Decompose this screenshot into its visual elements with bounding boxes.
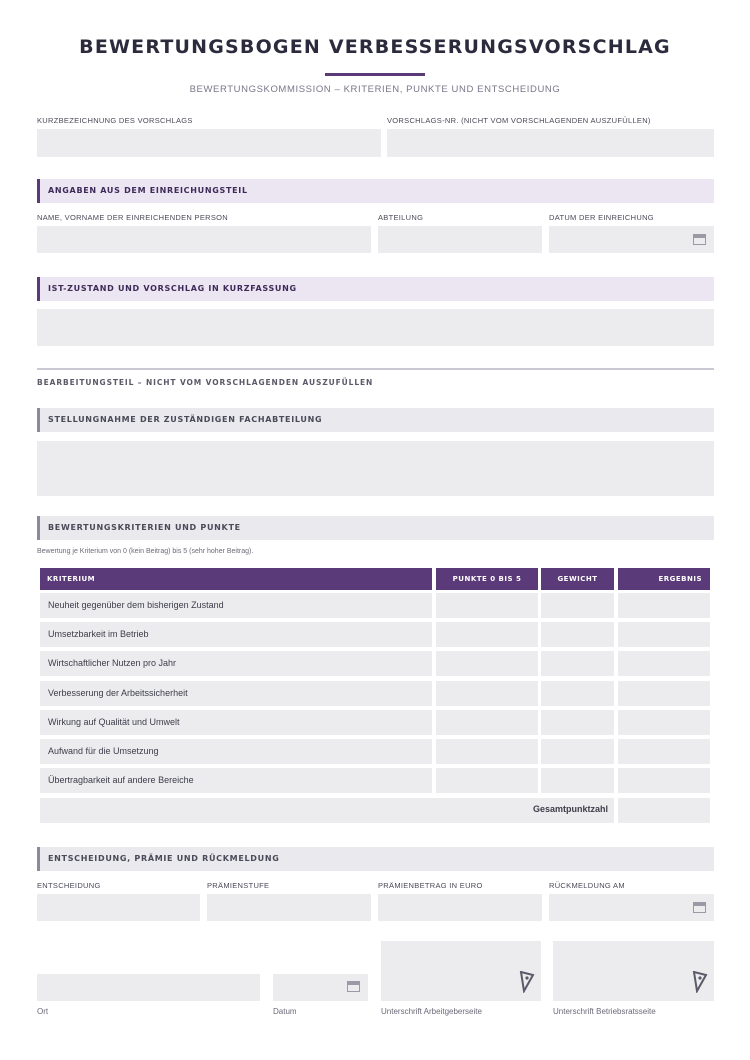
divider — [37, 368, 714, 370]
section-summary: IST-ZUSTAND UND VORSCHLAG IN KURZFASSUNG — [37, 277, 714, 301]
proposal-number-field[interactable] — [387, 129, 714, 157]
result-field[interactable] — [618, 622, 710, 647]
result-field[interactable] — [618, 651, 710, 676]
weight-field[interactable] — [541, 768, 614, 793]
name-field[interactable] — [37, 226, 371, 253]
premium-amount-field[interactable] — [378, 894, 542, 921]
signature-date-label: Datum — [273, 1007, 297, 1016]
department-field[interactable] — [378, 226, 542, 253]
summary-field[interactable] — [37, 309, 714, 346]
weight-field[interactable] — [541, 593, 614, 618]
pen-icon — [692, 971, 708, 993]
section-decision: ENTSCHEIDUNG, PRÄMIE UND RÜCKMELDUNG — [37, 847, 714, 871]
column-header-criterion: KRITERIUM — [40, 568, 432, 590]
short-name-field[interactable] — [37, 129, 381, 157]
result-field[interactable] — [618, 681, 710, 706]
points-field[interactable] — [436, 681, 538, 706]
result-field[interactable] — [618, 739, 710, 764]
feedback-date-field[interactable] — [549, 894, 714, 921]
council-signature-field[interactable] — [553, 941, 714, 1001]
place-label: Ort — [37, 1007, 49, 1016]
points-field[interactable] — [436, 768, 538, 793]
points-field[interactable] — [436, 651, 538, 676]
criterion-label: Wirkung auf Qualität und Umwelt — [48, 717, 180, 727]
council-signature-label: Unterschrift Betriebsratsseite — [553, 1007, 656, 1016]
points-field[interactable] — [436, 593, 538, 618]
calendar-icon[interactable] — [693, 234, 706, 245]
criterion-label: Neuheit gegenüber dem bisherigen Zustand — [48, 600, 224, 610]
premium-amount-label: PRÄMIENBETRAG IN EURO — [378, 881, 483, 890]
pen-icon — [519, 971, 535, 993]
calendar-icon[interactable] — [347, 981, 360, 992]
section-statement: STELLUNGNAHME DER ZUSTÄNDIGEN FACHABTEILUNG — [37, 408, 714, 432]
column-header-points: PUNKTE 0 BIS 5 — [436, 568, 538, 590]
column-header-result: ERGEBNIS — [618, 568, 710, 590]
weight-field[interactable] — [541, 739, 614, 764]
premium-level-field[interactable] — [207, 894, 371, 921]
department-label: ABTEILUNG — [378, 213, 424, 222]
criterion-label: Verbesserung der Arbeitssicherheit — [48, 688, 188, 698]
premium-level-label: PRÄMIENSTUFE — [207, 881, 270, 890]
result-field[interactable] — [618, 593, 710, 618]
weight-field[interactable] — [541, 681, 614, 706]
title-rule — [325, 73, 425, 76]
section-criteria: BEWERTUNGSKRITERIEN UND PUNKTE — [37, 516, 714, 540]
criterion-label: Umsetzbarkeit im Betrieb — [48, 629, 149, 639]
page-subtitle: BEWERTUNGSKOMMISSION – KRITERIEN, PUNKTE UND ENTSCHEIDUNG — [189, 84, 561, 95]
section-submission: ANGABEN AUS DEM EINREICHUNGSTEIL — [37, 179, 714, 203]
calendar-icon[interactable] — [693, 902, 706, 913]
points-field[interactable] — [436, 622, 538, 647]
total-field[interactable] — [618, 798, 710, 823]
criterion-label: Aufwand für die Umsetzung — [48, 746, 159, 756]
criterion-label: Übertragbarkeit auf andere Bereiche — [48, 775, 194, 785]
employer-signature-field[interactable] — [381, 941, 541, 1001]
decision-field[interactable] — [37, 894, 200, 921]
statement-field[interactable] — [37, 441, 714, 496]
page-title: BEWERTUNGSBOGEN VERBESSERUNGSVORSCHLAG — [79, 36, 671, 58]
criteria-note: Bewertung je Kriterium von 0 (kein Beitrag) bis 5 (sehr hoher Beitrag). — [37, 548, 254, 555]
short-name-label: KURZBEZEICHNUNG DES VORSCHLAGS — [37, 116, 193, 125]
submission-date-field[interactable] — [549, 226, 714, 253]
name-label: NAME, VORNAME DER EINREICHENDEN PERSON — [37, 213, 229, 222]
feedback-date-label: RÜCKMELDUNG AM — [549, 881, 625, 890]
decision-label: ENTSCHEIDUNG — [37, 881, 101, 890]
weight-field[interactable] — [541, 622, 614, 647]
processing-part-label: BEARBEITUNGSTEIL – NICHT VOM VORSCHLAGENDEN AUSZUFÜLLEN — [37, 378, 374, 387]
criterion-label: Wirtschaftlicher Nutzen pro Jahr — [48, 658, 177, 668]
points-field[interactable] — [436, 739, 538, 764]
result-field[interactable] — [618, 768, 710, 793]
proposal-number-label: VORSCHLAGS-NR. (NICHT VOM VORSCHLAGENDEN AUSZUFÜLLEN) — [387, 116, 651, 125]
result-field[interactable] — [618, 710, 710, 735]
weight-field[interactable] — [541, 651, 614, 676]
place-field[interactable] — [37, 974, 260, 1001]
points-field[interactable] — [436, 710, 538, 735]
weight-field[interactable] — [541, 710, 614, 735]
employer-signature-label: Unterschrift Arbeitgeberseite — [381, 1007, 482, 1016]
total-label: Gesamtpunktzahl — [532, 804, 608, 814]
column-header-weight: GEWICHT — [541, 568, 614, 590]
submission-date-label: DATUM DER EINREICHUNG — [549, 213, 654, 222]
